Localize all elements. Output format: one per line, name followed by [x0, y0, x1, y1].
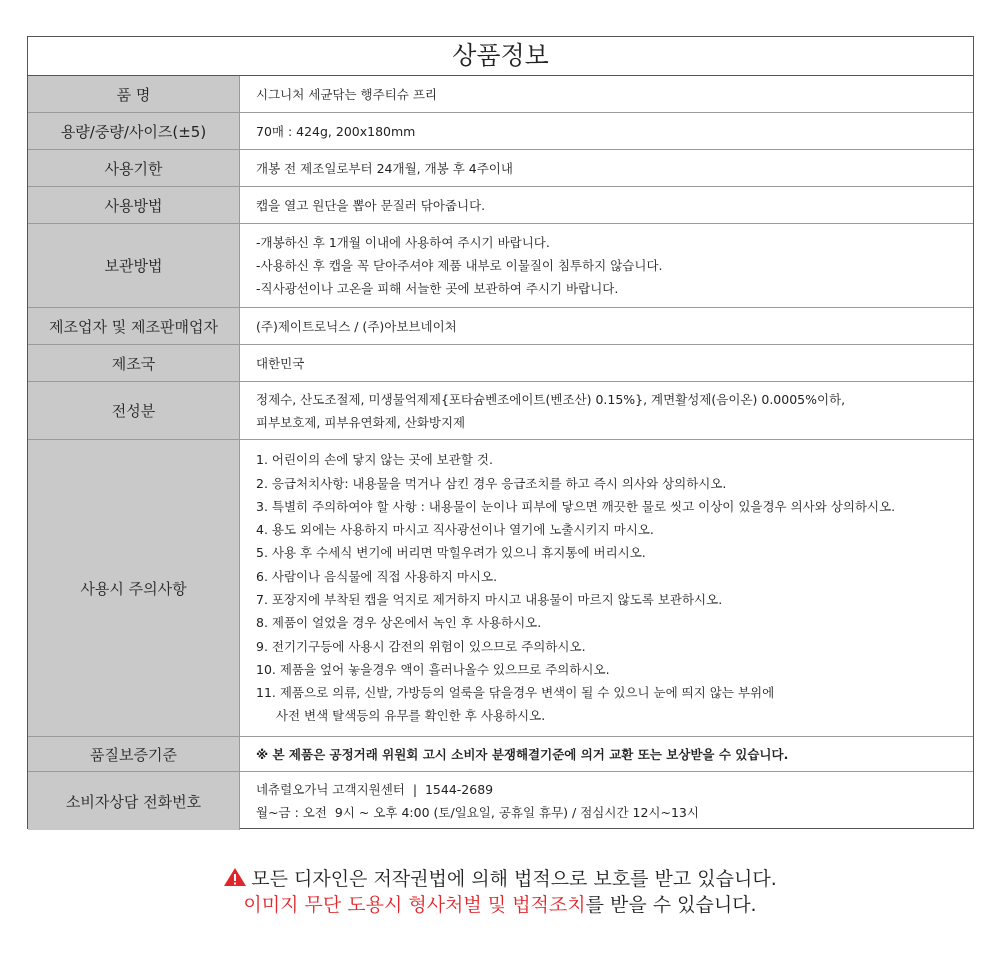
value-line: 피부보호제, 피부유연화제, 산화방지제: [256, 414, 466, 430]
warning-triangle-icon: [223, 867, 247, 887]
row-manufacturer: [28, 308, 973, 345]
value-line: 3. 특별히 주의하여야 할 사항 : 내용물이 눈이나 피부에 닿으면 깨끗한 물로 씻고 이상이 있을경우 의사와 상의하시오.: [256, 498, 896, 514]
row-label: 용량/중량/사이즈(±5): [28, 113, 240, 149]
notice-warning-text: 이미지 무단 도용시 형사처벌 및 법적조치: [243, 894, 586, 916]
value-line: 4. 용도 외에는 사용하지 마시고 직사광선이나 열기에 노출시키지 마시오.: [256, 522, 654, 538]
value-line: 2. 응급처치사항: 내용물을 먹거나 삼킨 경우 응급조치를 하고 즉시 의사와 상의하시오.: [256, 475, 727, 491]
value-line: 7. 포장지에 부착된 캡을 억지로 제거하지 마시고 내용물이 마르지 않도록 보관하시오.: [256, 592, 723, 607]
row-value: [240, 224, 973, 307]
value-line: (주)제이트로닉스 / (주)아보브네이처: [256, 318, 457, 334]
value-line: 개봉 전 제조일로부터 24개월, 개봉 후 4주이내: [256, 160, 513, 176]
row-quality: [28, 737, 973, 772]
value-line: 네츄럴오가닉 고객지원센터 | 1544-2689: [256, 782, 494, 797]
table-title: 상품정보: [28, 37, 973, 76]
row-label: 제조국: [28, 345, 240, 381]
value-line: 10. 제품을 엎어 놓을경우 액이 흘러나올수 있으므로 주의하시오.: [256, 661, 610, 677]
notice-text: 모든 디자인은 저작권법에 의해 법적으로 보호를 받고 있습니다.: [251, 868, 777, 890]
row-label: 제조업자 및 제조판매업자: [28, 308, 240, 344]
value-line: 70매 : 424g, 200x180mm: [256, 123, 416, 139]
row-label: 사용기한: [28, 150, 240, 186]
row-ingredients: [28, 382, 973, 440]
row-value: [240, 737, 973, 771]
row-value: [240, 113, 973, 149]
row-value: [240, 440, 973, 736]
row-value: [240, 772, 973, 830]
row-label: 전성분: [28, 382, 240, 439]
copyright-notice: [0, 866, 1000, 918]
row-contact: [28, 772, 973, 830]
row-usage: [28, 187, 973, 224]
value-line: ※ 본 제품은 공정거래 위원회 고시 소비자 분쟁해결기준에 의거 교환 또는 보상받을 수 있습니다.: [256, 746, 789, 762]
row-label: 품 명: [28, 76, 240, 112]
value-line: 8. 제품이 얼었을 경우 상온에서 녹인 후 사용하시오.: [256, 615, 542, 631]
row-value: [240, 150, 973, 186]
value-line: 6. 사람이나 음식물에 직접 사용하지 마시오.: [256, 568, 498, 584]
value-line: 정제수, 산도조절제, 미생물억제제{포타슘벤조에이트(벤조산) 0.15%}, 계면활성제(음이온) 0.0005%이하,: [256, 391, 846, 407]
value-line: 11. 제품으로 의류, 신발, 가방등의 얼룩을 닦을경우 변색이 될 수 있으니 눈에 띄지 않는 부위에: [256, 685, 775, 701]
value-line: -사용하신 후 캡을 꼭 닫아주셔야 제품 내부로 이물질이 침투하지 않습니다.: [256, 258, 663, 273]
row-cautions: [28, 440, 973, 737]
row-expiry: [28, 150, 973, 187]
row-label: 소비자상담 전화번호: [28, 772, 240, 830]
value-line: 시그니처 세균닦는 행주티슈 프리: [256, 86, 437, 102]
row-product-name: [28, 76, 973, 113]
value-line: 9. 전기기구등에 사용시 감전의 위험이 있으므로 주의하시오.: [256, 638, 586, 654]
row-label: 품질보증기준: [28, 737, 240, 771]
value-line: 대한민국: [256, 355, 305, 371]
value-line: 5. 사용 후 수세식 변기에 버리면 막힐우려가 있으니 휴지통에 버리시오.: [256, 545, 646, 561]
value-line: 캡을 열고 원단을 뽑아 문질러 닦아줍니다.: [256, 197, 486, 213]
row-country: [28, 345, 973, 382]
product-info-table: [27, 36, 974, 829]
value-line: -개봉하신 후 1개월 이내에 사용하여 주시기 바랍니다.: [256, 235, 550, 250]
row-storage: [28, 224, 973, 308]
value-line: 월~금 : 오전 9시 ~ 오후 4:00 (토/일요일, 공휴일 휴무) / 점심시간 12시~13시: [256, 805, 699, 820]
value-line: 1. 어린이의 손에 닿지 않는 곳에 보관할 것.: [256, 452, 493, 468]
row-label: 보관방법: [28, 224, 240, 307]
row-value: [240, 308, 973, 344]
notice-line-2: [0, 892, 1000, 918]
notice-text: 를 받을 수 있습니다.: [585, 894, 757, 916]
row-capacity: [28, 113, 973, 150]
row-label: 사용시 주의사항: [28, 440, 240, 736]
row-value: [240, 187, 973, 223]
row-value: [240, 345, 973, 381]
row-label: 사용방법: [28, 187, 240, 223]
notice-line-1: [0, 866, 1000, 892]
value-line: -직사광선이나 고온을 피해 서늘한 곳에 보관하여 주시기 바랍니다.: [256, 281, 619, 296]
value-line: 사전 변색 탈색등의 유무를 확인한 후 사용하시오.: [256, 708, 546, 724]
row-value: [240, 76, 973, 112]
row-value: [240, 382, 973, 439]
